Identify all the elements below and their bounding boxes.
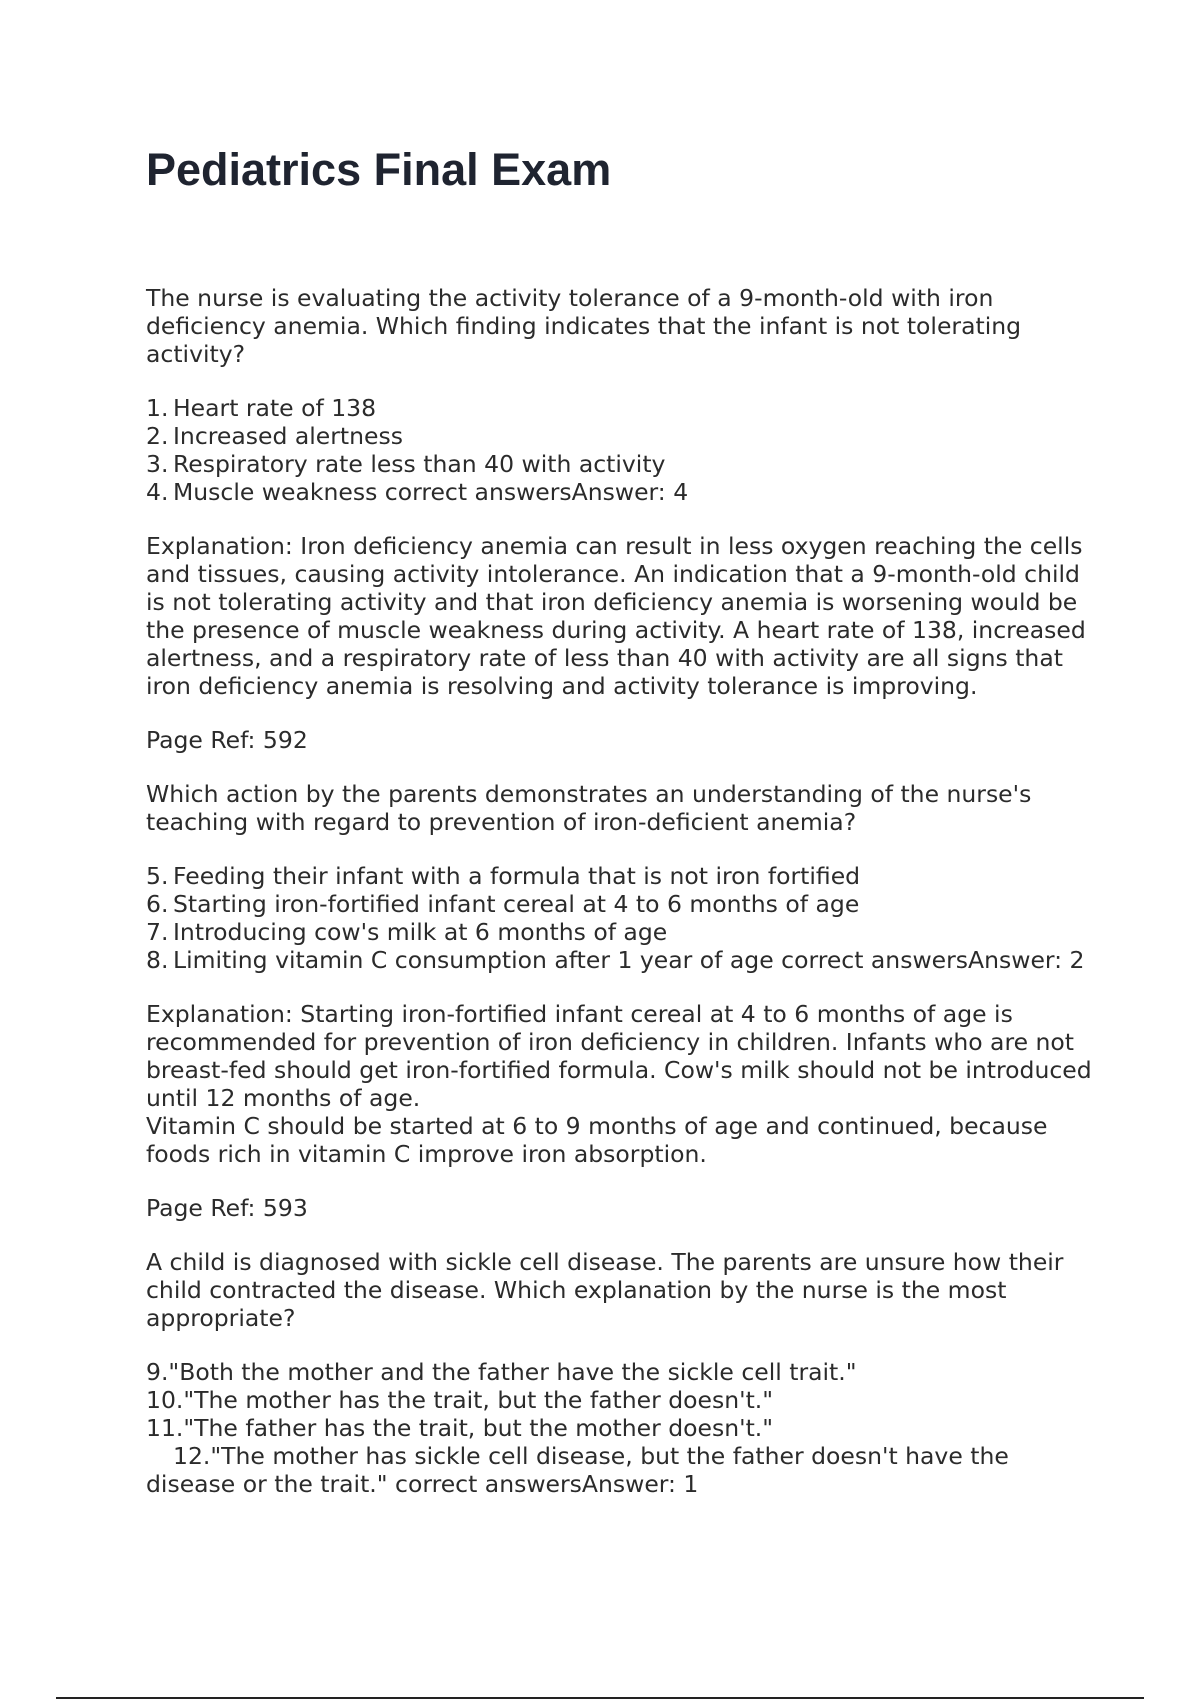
answer-option [146,394,1096,422]
option-number: 8. [146,946,169,974]
option-text: "Both the mother and the father have the sickle cell trait." [168,1358,857,1386]
document-body [146,284,1096,1524]
answer-option [146,862,1096,890]
answer-option [146,918,1096,946]
explanation-text: Explanation: Starting iron-fortified infant cereal at 4 to 6 months of age is recommended for prevention of iron deficiency in children. Infants who are not breast-fed should get iron-fortified formula. Cow's milk should not be introduced until 12 months of age. [146,1000,1092,1112]
option-text: Introducing cow's milk at 6 months of age [173,918,668,946]
answer-option [146,890,1096,918]
option-number: 4. [146,478,169,506]
option-number: 10. [146,1386,184,1414]
page-ref: Page Ref: 592 [146,726,308,754]
explanation-text: Vitamin C should be started at 6 to 9 months of age and continued, because foods rich in vitamin C improve iron absorption. [146,1112,1048,1168]
answer-option [146,478,1096,506]
option-number: 6. [146,890,169,918]
option-text: Increased alertness [173,422,403,450]
option-text: "The mother has sickle cell disease, but the father doesn't have the disease or the trait." correct answersAnswer: 1 [146,1442,1009,1498]
option-number: 2. [146,422,169,450]
answer-option [146,946,1096,974]
option-number: 12. [173,1442,211,1470]
option-text: Feeding their infant with a formula that is not iron fortified [173,862,861,890]
footer-divider [56,1697,1144,1699]
option-number: 1. [146,394,169,422]
explanation-text: Explanation: Iron deficiency anemia can result in less oxygen reaching the cells and tissues, causing activity intolerance. An indication that a 9-month-old child is not tolerating activity and that iron deficiency anemia is worsening would be the presence of muscle weakness during activity. A heart rate of 138, increased alertness, and a respiratory rate of less than 40 with activity are all signs that iron deficiency anemia is resolving and activity tolerance is improving. [146,532,1086,700]
option-text: "The father has the trait, but the mother doesn't." [183,1414,774,1442]
option-text: Starting iron-fortified infant cereal at 4 to 6 months of age [173,890,860,918]
answer-option [146,1358,1096,1386]
question-stem: Which action by the parents demonstrates an understanding of the nurse's teaching with regard to prevention of iron-deficient anemia? [146,780,1032,836]
option-text: Limiting vitamin C consumption after 1 year of age correct answersAnswer: 2 [173,946,1085,974]
answer-option [146,422,1096,450]
page-title: Pediatrics Final Exam [146,144,612,195]
answer-options [146,1358,1096,1498]
answer-options [146,862,1096,974]
option-text: Respiratory rate less than 40 with activity [173,450,666,478]
answer-options [146,394,1096,506]
question-stem: A child is diagnosed with sickle cell disease. The parents are unsure how their child contracted the disease. Which explanation by the nurse is the most appropriate? [146,1248,1064,1332]
question-stem: The nurse is evaluating the activity tolerance of a 9-month-old with iron deficiency anemia. Which finding indicates that the infant is not tolerating activity? [146,284,1022,368]
answer-option [146,1386,1096,1414]
answer-option [146,1442,1096,1498]
option-number: 9. [146,1358,169,1386]
option-number: 7. [146,918,169,946]
option-text: Muscle weakness correct answersAnswer: 4 [173,478,689,506]
option-text: "The mother has the trait, but the father doesn't." [183,1386,774,1414]
option-number: 11. [146,1414,184,1442]
option-number: 3. [146,450,169,478]
page-ref: Page Ref: 593 [146,1194,308,1222]
answer-option [146,1414,1096,1442]
answer-option [146,450,1096,478]
option-number: 5. [146,862,169,890]
option-text: Heart rate of 138 [173,394,377,422]
